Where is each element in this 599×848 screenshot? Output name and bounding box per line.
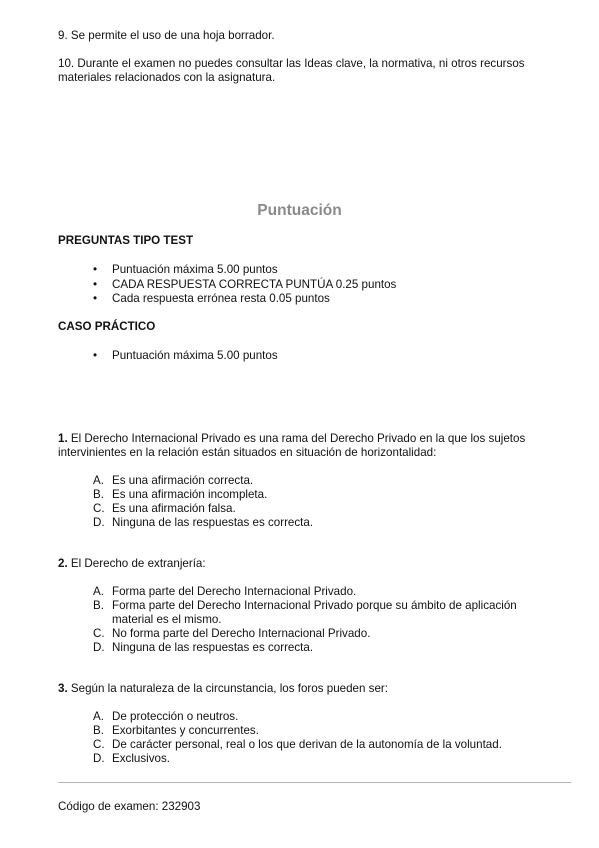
case-heading: CASO PRÁCTICO <box>58 320 156 333</box>
option-letter: A. <box>93 474 104 487</box>
list-item: • Cada respuesta errónea resta 0.05 puntos <box>93 292 553 307</box>
option-text: Ninguna de las respuestas es correcta. <box>112 641 314 654</box>
option-text: Forma parte del Derecho Internacional Privado. <box>112 585 357 598</box>
option-a <box>93 710 543 724</box>
question-3 <box>58 682 548 696</box>
list-item: • Puntuación máxima 5.00 puntos <box>93 263 553 278</box>
option-d <box>93 752 543 766</box>
option-text: No forma parte del Derecho Internacional Privado. <box>112 627 371 640</box>
rule-10: 10. Durante el examen no puedes consultar las Ideas clave, la normativa, ni otros recursos materiales relacionados con la asignatura. <box>58 57 525 84</box>
option-b <box>93 488 543 502</box>
option-a <box>93 474 543 488</box>
option-text: Exclusivos. <box>112 752 170 765</box>
scoring-title: Puntuación <box>257 202 342 219</box>
question-2-options <box>93 585 543 655</box>
option-letter: B. <box>93 488 104 501</box>
option-letter: D. <box>93 752 105 765</box>
option-letter: B. <box>93 724 104 737</box>
question-number: 2. <box>58 557 68 570</box>
option-text: Es una afirmación falsa. <box>112 502 236 515</box>
question-3-options <box>93 710 543 766</box>
option-text: De protección o neutros. <box>112 710 239 723</box>
rule-9: 9. Se permite el uso de una hoja borrador. <box>58 29 275 42</box>
question-1-options <box>93 474 543 530</box>
test-scoring-list <box>93 263 553 307</box>
option-letter: D. <box>93 641 105 654</box>
option-text: Exorbitantes y concurrentes. <box>112 724 259 737</box>
question-number: 3. <box>58 682 68 695</box>
option-b <box>93 724 543 738</box>
question-text: El Derecho Internacional Privado es una rama del Derecho Privado en la que los sujetos intervinientes en la relación están situados en situación de horizontalidad: <box>58 432 526 459</box>
option-b <box>93 599 543 627</box>
option-c <box>93 627 543 641</box>
question-text: El Derecho de extranjería: <box>70 557 206 570</box>
option-text: Forma parte del Derecho Internacional Privado porque su ámbito de aplicación material es el mismo. <box>112 599 517 626</box>
option-text: Ninguna de las respuestas es correcta. <box>112 516 314 529</box>
option-letter: C. <box>93 502 105 515</box>
test-heading: PREGUNTAS TIPO TEST <box>58 234 194 247</box>
option-letter: B. <box>93 599 104 612</box>
question-number: 1. <box>58 432 68 445</box>
list-item: • CADA RESPUESTA CORRECTA PUNTÚA 0.25 puntos <box>93 278 553 293</box>
option-text: De carácter personal, real o los que derivan de la autonomía de la voluntad. <box>112 738 502 751</box>
option-letter: C. <box>93 627 105 640</box>
option-c <box>93 738 543 752</box>
question-text: Según la naturaleza de la circunstancia, los foros pueden ser: <box>70 682 388 695</box>
case-scoring-list <box>93 349 553 364</box>
question-1 <box>58 432 548 460</box>
footer-divider <box>58 782 571 783</box>
option-d <box>93 516 543 530</box>
option-text: Es una afirmación incompleta. <box>112 488 268 501</box>
option-c <box>93 502 543 516</box>
option-d <box>93 641 543 655</box>
list-item: • Puntuación máxima 5.00 puntos <box>93 349 553 364</box>
question-2 <box>58 557 548 571</box>
exam-code: Código de examen: 232903 <box>58 800 201 813</box>
option-letter: C. <box>93 738 105 751</box>
option-letter: A. <box>93 710 104 723</box>
option-letter: A. <box>93 585 104 598</box>
option-text: Es una afirmación correcta. <box>112 474 254 487</box>
option-a <box>93 585 543 599</box>
option-letter: D. <box>93 516 105 529</box>
